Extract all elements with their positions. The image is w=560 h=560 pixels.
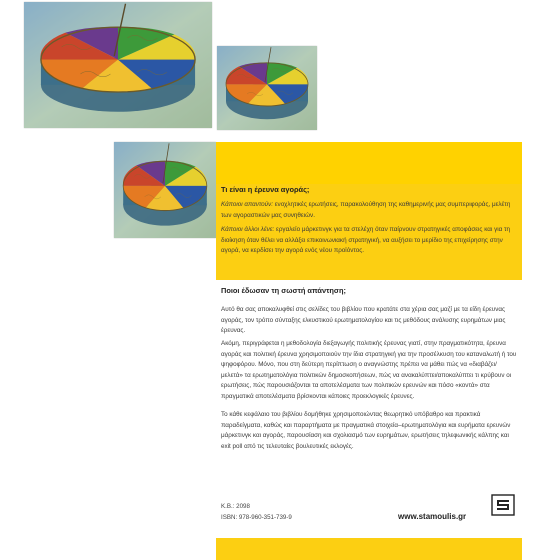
kb-code: Κ.Β.: 2098	[221, 503, 250, 510]
yellow-bottom-bar	[216, 538, 522, 560]
section1-p1-text: ενοχλητικές ερωτήσεις, παρακολούθηση της καθημερινής μας συμπεριφοράς, μελέτη των αγοραστικών μας συνηθειών.	[221, 201, 511, 219]
section1-paragraph-2	[221, 225, 517, 257]
section2-paragraph-2: Ακόμη, περιγράφεται η μεθοδολογία διεξαγωγής πολιτικής έρευνας γιατί, στην πραγματικότητα, έρευνα αγοράς και πολιτική έρευνα χρησιμοποιούν την ίδια στρατηγική για την προσέλκυση του καταναλωτή ή του ψηφοφόρου. Μόνο, που στη δεύτερη περίπτωση ο αναγνώστης πρέπει να μάθει πώς να «διαβάζει/μελετά» τα ερωτηματολόγια πολιτικών δημοσκοπήσεων, πώς να ανακαλύπτει/αποκαλύπτει τι κρύβουν οι ερωτήσεις, πώς παρουσιάζονται τα αποτελέσματα των πολιτικών ερευνών και πόσο «κοντά» στα πραγματικά αποτελέσματα βρίσκονται κάποιες προεκλογικές έρευνες.	[221, 340, 517, 400]
puzzle-pie-painting-small	[217, 46, 317, 130]
section1-p2-lead: Κάποιοι άλλοι λένε:	[221, 226, 275, 233]
section1-paragraph-1	[221, 200, 517, 221]
section1-p2-text: εργαλείο μάρκετινγκ για τα στελέχη όταν παίρνουν στρατηγικές αποφάσεις και για τη διοίκηση όταν θέλει να αλλάξει επικοινωνιακή στρατηγική, να αυξήσει το μερίδιο της επιχείρησης στην αγορά, να κερδίσει την αγορά ενός νέου προϊόντος.	[221, 226, 510, 255]
section1-title: Τι είναι η έρευνα αγοράς;	[221, 185, 310, 194]
publisher-website: www.stamoulis.gr	[398, 512, 467, 521]
section2-paragraph-1: Αυτό θα σας αποκαλυφθεί στις σελίδες του βιβλίου που κρατάτε στα χέρια σας μαζί με τα είδη έρευνας αγοράς, τον τρόπο σύνταξης ελκυστικού ερωτηματολογίου και τις μεθόδους ανάλυσης ευρημάτων μιας έρευνας.	[221, 306, 506, 335]
puzzle-pie-painting-medium	[114, 142, 216, 238]
publisher-logo-icon	[491, 494, 515, 516]
section2-title: Ποιοι έδωσαν τη σωστή απάντηση;	[221, 286, 346, 295]
section2-paragraph-3: Το κάθε κεφάλαιο του βιβλίου δομήθηκε χρησιμοποιώντας θεωρητικό υπόβαθρο και πρακτικά παραδείγματα, καθώς και παραρτήματα με πραγματικά στοιχεία–ερωτηματολόγια και ευρήματα ερευνών μάρκετινγκ και αγοράς, παρουσίαση και σχολιασμό των ευρημάτων, ερωτήσεις τηλεφωνικής κάλπης και exit poll από τις τελευταίες βουλευτικές εκλογές.	[221, 411, 511, 450]
yellow-header-strip	[216, 142, 522, 184]
section1-p1-lead: Κάποιοι απαντούν:	[221, 201, 273, 208]
puzzle-pie-painting-large	[24, 2, 212, 128]
isbn-number: ISBN: 978-960-351-739-9	[221, 514, 292, 521]
